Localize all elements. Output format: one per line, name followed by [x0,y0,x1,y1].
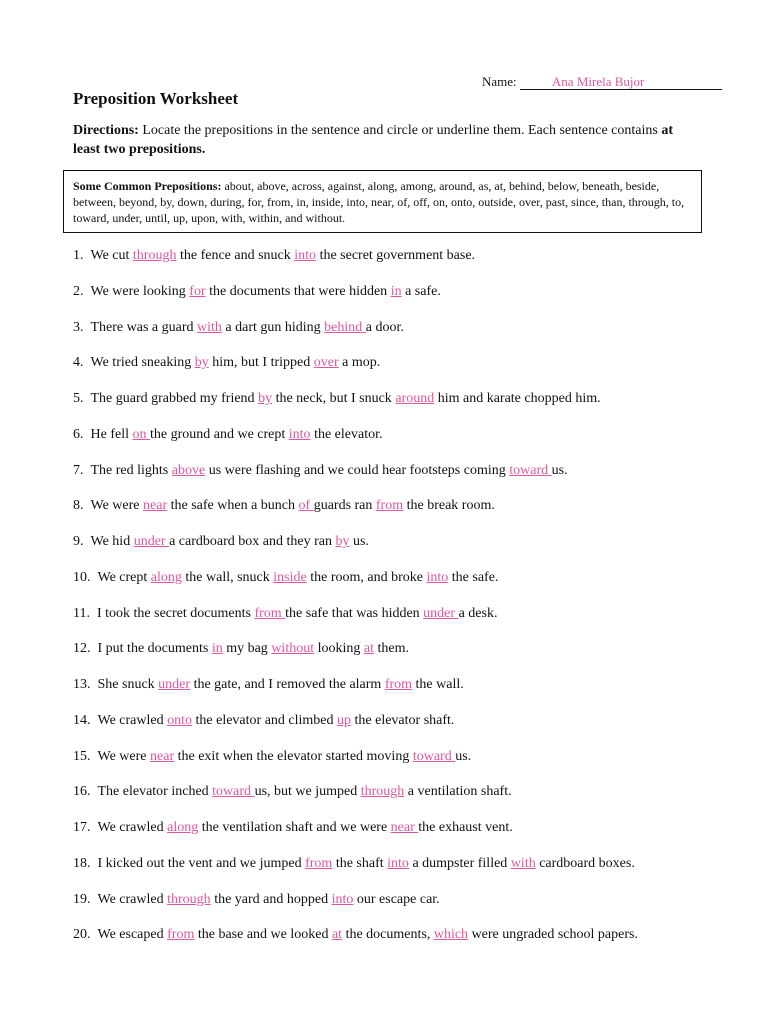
directions-text: Locate the prepositions in the sentence and circle or underline them. Each sentence contains [142,123,658,138]
sentence-text: a mop. [338,355,381,371]
sentence-text: him and karate chopped him. [434,391,601,406]
underlined-preposition: by [335,534,350,549]
sentence-text: The guard grabbed my friend [90,391,259,406]
sentence-text: the gate, and I removed the alarm [190,677,385,692]
question-item [73,568,713,604]
sentence-text: a dumpster filled [408,855,511,871]
sentence-text: a desk. [458,605,498,621]
underlined-preposition: in [211,641,223,657]
question-number: 19. [73,891,91,907]
question-number: 8. [73,498,84,514]
directions [73,121,693,159]
question-number: 15. [73,748,91,764]
sentence-text: him, but I tripped [208,355,314,371]
underlined-preposition: into [331,891,354,907]
underlined-preposition: into [288,426,311,442]
sentence-text: the safe. [448,569,499,585]
sentence-text: I kicked out the vent and we jumped [97,855,306,871]
sentence-text: looking [314,641,364,657]
sentence-text: I put the documents [97,641,212,657]
question-item [73,782,713,818]
question-item [73,425,713,461]
underlined-preposition: near [150,748,175,764]
sentence-text: We tried sneaking [90,355,195,371]
question-number: 16. [73,784,91,800]
underlined-preposition: above [171,462,206,478]
sentence-text: the exit when the elevator started moving [174,748,413,764]
underlined-preposition: for [189,283,206,299]
sentence-text: a safe. [401,283,441,299]
sentence-text: a door. [365,319,404,335]
sentence-text: We were [97,748,151,764]
question-item [73,318,713,354]
sentence-text: We were looking [90,283,190,299]
question-item [73,639,713,675]
sentence-text: the yard and hopped [210,891,332,907]
sentence-text: the secret government base. [316,248,476,263]
underlined-preposition: by [194,355,209,371]
underlined-preposition: toward [509,462,552,478]
sentence-text: There was a guard [90,319,198,335]
question-number: 17. [73,820,91,835]
question-item [73,532,713,568]
question-number: 7. [73,462,84,478]
underlined-preposition: in [390,283,402,299]
underlined-preposition: behind [324,319,366,335]
sentence-text: We cut [90,248,133,263]
sentence-text: We hid [90,534,134,549]
question-item [73,925,713,961]
underlined-preposition: from [167,927,195,943]
underlined-preposition: from [254,605,286,621]
underlined-preposition: which [433,927,469,943]
question-item [73,854,713,890]
page-title: Preposition Worksheet [73,89,239,108]
prepositions-label: Some Common Prepositions: [73,179,222,193]
underlined-preposition: through [167,891,211,907]
underlined-preposition: under [423,605,459,621]
name-field [520,75,722,90]
sentence-text: a ventilation shaft. [404,784,512,800]
question-item [73,282,713,318]
question-number: 6. [73,426,84,442]
underlined-preposition: over [313,355,339,371]
question-item [73,675,713,711]
question-number: 12. [73,641,91,657]
question-number: 20. [73,927,91,943]
underlined-preposition: along [150,569,182,585]
sentence-text: We crawled [97,820,168,835]
underlined-preposition: under [158,677,191,692]
underlined-preposition: near [390,820,419,835]
question-number: 3. [73,319,84,335]
name-line [482,74,722,90]
sentence-text: We escaped [97,927,168,943]
sentence-text: The red lights [90,462,172,478]
underlined-preposition: at [331,927,343,943]
question-number: 10. [73,569,91,585]
question-item [73,389,713,425]
sentence-text: The elevator inched [97,784,213,800]
sentence-text: the safe when a bunch [167,498,299,514]
question-item [73,890,713,926]
question-list [73,246,713,961]
underlined-preposition: through [360,784,405,800]
underlined-preposition: up [337,712,352,728]
question-item [73,496,713,532]
underlined-preposition: into [294,248,317,263]
underlined-preposition: along [167,820,199,835]
underlined-preposition: around [395,391,435,406]
underlined-preposition: from [384,677,413,692]
directions-emphasis: at least two prepositions. [73,123,673,157]
underlined-preposition: into [426,569,449,585]
sentence-text: I took the secret documents [96,605,255,621]
sentence-text: us. [551,462,568,478]
underlined-preposition: by [258,391,273,406]
sentence-text: We crawled [97,712,168,728]
question-item [73,461,713,497]
sentence-text: the wall, snuck [181,569,274,585]
prepositions-box [63,170,702,233]
prepositions-list: about, above, across, against, along, among, around, as, at, behind, below, beneath, beside, between, beyond, by, down, during, for, from, in, inside, into, near, of, off, on, onto, outside, over, past, since, than, through, to, toward, under, until, up, upon, with, within, and without. [73,179,685,225]
question-number: 11. [73,605,90,621]
sentence-text: my bag [222,641,272,657]
question-number: 14. [73,712,91,728]
name-label: Name: [482,74,517,89]
sentence-text: She snuck [97,677,159,692]
sentence-text: a cardboard box and they ran [169,534,336,549]
question-number: 4. [73,355,84,371]
underlined-preposition: with [510,855,536,871]
sentence-text: the wall. [412,677,464,692]
question-item [73,246,713,282]
underlined-preposition: with [197,319,222,335]
sentence-text: He fell [90,426,133,442]
underlined-preposition: from [305,855,333,871]
question-number: 5. [73,391,84,406]
underlined-preposition: toward [412,748,456,764]
sentence-text: We crawled [97,891,168,907]
sentence-text: the break room. [403,498,495,514]
question-number: 2. [73,283,84,299]
question-item [73,353,713,389]
sentence-text: us, but we jumped [254,784,361,800]
sentence-text: the elevator. [310,426,383,442]
question-number: 1. [73,248,84,263]
directions-label: Directions: [73,123,139,138]
sentence-text: us. [349,534,369,549]
sentence-text: were ungraded school papers. [468,927,638,943]
sentence-text: the shaft [332,855,388,871]
underlined-preposition: without [271,641,315,657]
sentence-text: the base and we looked [194,927,332,943]
sentence-text: guards ran [313,498,376,514]
question-item [73,818,713,854]
sentence-text: the elevator and climbed [192,712,338,728]
sentence-text: a dart gun hiding [221,319,325,335]
sentence-text: the documents that were hidden [205,283,391,299]
underlined-preposition: onto [167,712,193,728]
question-item [73,747,713,783]
underlined-preposition: into [387,855,409,871]
underlined-preposition: at [363,641,374,657]
question-number: 18. [73,855,91,871]
name-value: Ana Mirela Bujor [551,74,645,89]
underlined-preposition: near [143,498,168,514]
sentence-text: the ventilation shaft and we were [198,820,391,835]
sentence-text: the elevator shaft. [351,712,455,728]
question-number: 9. [73,534,84,549]
underlined-preposition: on [132,426,150,442]
sentence-text: the exhaust vent. [418,820,513,835]
sentence-text: our escape car. [353,891,440,907]
underlined-preposition: under [133,534,170,549]
sentence-text: us were flashing and we could hear footsteps coming [205,462,510,478]
underlined-preposition: through [132,248,177,263]
sentence-text: cardboard boxes. [535,855,635,871]
underlined-preposition: from [375,498,404,514]
sentence-text: the neck, but I snuck [272,391,396,406]
question-item [73,604,713,640]
question-item [73,711,713,747]
sentence-text: the documents, [342,927,434,943]
sentence-text: We crept [97,569,151,585]
sentence-text: us. [455,748,472,764]
question-number: 13. [73,677,91,692]
underlined-preposition: of [298,498,314,514]
sentence-text: the ground and we crept [149,426,289,442]
sentence-text: them. [373,641,409,657]
sentence-text: the safe that was hidden [285,605,424,621]
sentence-text: the fence and snuck [176,248,295,263]
underlined-preposition: toward [212,784,255,800]
underlined-preposition: inside [273,569,307,585]
sentence-text: We were [90,498,144,514]
sentence-text: the room, and broke [306,569,427,585]
